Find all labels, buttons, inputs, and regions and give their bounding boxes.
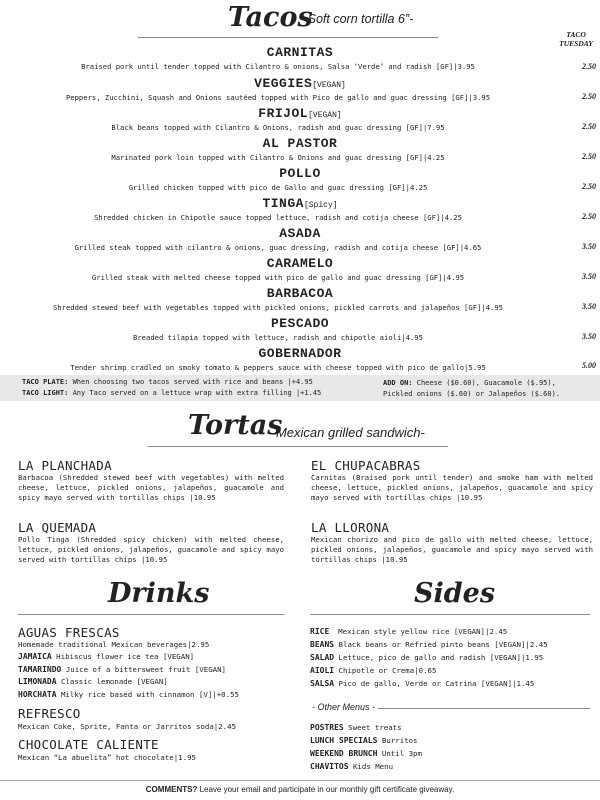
torta-desc: Barbacoa (Shredded stewed beef with vegetables) with melted cheese, lettuce, pickled onions, jalapeños, guacamole and spicy mayo served with tortillas chips |10.95 bbox=[18, 473, 284, 502]
footer-comments bbox=[0, 785, 600, 794]
aguas-desc: Homemade traditional Mexican beverages|2.95 bbox=[18, 640, 210, 649]
other-menu-desc: Until 3pm bbox=[381, 749, 422, 758]
drink-name: HORCHATA bbox=[18, 690, 57, 699]
taco-name: GOBERNADOR bbox=[258, 346, 342, 361]
drink-name: JAMAICA bbox=[18, 652, 52, 661]
drink-desc: Hibiscus flower ice tea [VEGAN] bbox=[56, 652, 195, 661]
addon-line-2: Pickled onions ($.60) or Jalapeños ($.60). bbox=[383, 390, 561, 398]
side-item bbox=[310, 666, 436, 675]
side-item bbox=[310, 640, 548, 649]
taco-light-line bbox=[22, 389, 321, 397]
taco-tuesday-price: 2.50 bbox=[582, 182, 596, 191]
tacos-divider bbox=[138, 37, 438, 38]
taco-tuesday-price: 3.50 bbox=[582, 242, 596, 251]
torta-name: LA LLORONA bbox=[311, 520, 390, 535]
taco-plate-line bbox=[22, 378, 313, 386]
taco-desc: Grilled steak topped with cilantro & onions, guac dressing, radish and cotija cheese [GF]|4.65 bbox=[74, 243, 482, 252]
taco-name: ASADA bbox=[279, 226, 321, 241]
chocolate-title: CHOCOLATE CALIENTE bbox=[18, 737, 159, 752]
taco-name: AL PASTOR bbox=[262, 136, 338, 151]
taco-tuesday-price: 2.50 bbox=[582, 122, 596, 131]
tacos-title: Tacos bbox=[228, 2, 313, 33]
other-menu-desc: Sweet treats bbox=[348, 723, 402, 732]
footer-text: Leave your email and participate in our monthly gift certificate giveaway. bbox=[197, 785, 455, 794]
taco-desc: Braised pork until tender topped with Cilantro & onions, Salsa ‘Verde’ and radish [GF]|3.95 bbox=[81, 62, 475, 71]
taco-tuesday-price: 2.50 bbox=[582, 92, 596, 101]
taco-desc: Shredded chicken in Chipotle sauce topped lettuce, radish and cotija cheese [GF]|4.25 bbox=[94, 213, 462, 222]
addon-label: ADD ON: bbox=[383, 379, 413, 387]
drink-item bbox=[18, 690, 239, 699]
other-menu-name: POSTRES bbox=[310, 723, 344, 732]
other-menu-item bbox=[310, 762, 393, 771]
side-desc: Pico de gallo, Verde or Catrina [VEGAN]|1.45 bbox=[338, 679, 535, 688]
torta-desc: Mexican chorizo and pico de gallo with melted cheese, lettuce, pickled onions, jalapeños, guacamole and spicy mayo served with tortillas chips |10.95 bbox=[311, 535, 593, 564]
drinks-divider bbox=[18, 614, 284, 615]
taco-light-text: Any Taco served on a lettuce wrap with extra filling |+1.45 bbox=[72, 389, 322, 397]
taco-plate-text: When choosing two tacos served with rice and beans |+4.95 bbox=[72, 378, 313, 386]
taco-desc: Tender shrimp cradled on smoky tomato & peppers sauce with cheese topped with pico de gallo|5.95 bbox=[70, 363, 486, 372]
taco-name: PESCADO bbox=[270, 316, 330, 331]
other-menu-name: WEEKEND BRUNCH bbox=[310, 749, 378, 758]
taco-tag: [VEGAN] bbox=[308, 111, 342, 120]
tortas-title: Tortas bbox=[188, 410, 283, 441]
tortas-subtitle: - Mexican grilled sandwich- bbox=[268, 425, 425, 440]
other-menus-divider bbox=[378, 708, 590, 709]
taco-tuesday-label-1: TACO bbox=[566, 30, 586, 39]
taco-name: CARAMELO bbox=[266, 256, 334, 271]
other-menu-desc: Burritos bbox=[381, 736, 418, 745]
taco-tuesday-price: 5.00 bbox=[582, 361, 596, 370]
taco-tag: [VEGAN] bbox=[312, 81, 346, 90]
side-desc: Chipotle or Crema|0.65 bbox=[338, 666, 437, 675]
taco-tuesday-price: 2.50 bbox=[582, 212, 596, 221]
other-menu-name: LUNCH SPECIALS bbox=[310, 736, 378, 745]
taco-desc: Black beans topped with Cilantro & Onions, radish and guac dressing [GF]|7.95 bbox=[111, 123, 445, 132]
other-menu-desc: Kids Menu bbox=[352, 762, 394, 771]
sides-title: Sides bbox=[414, 578, 496, 609]
drink-desc: Classic lemonade [VEGAN] bbox=[60, 677, 168, 686]
taco-name: FRIJOL bbox=[258, 106, 309, 121]
drink-name: TAMARINDO bbox=[18, 665, 62, 674]
addon-text-1: Cheese ($0.60), Guacamole ($.95), bbox=[416, 379, 556, 387]
other-menu-item bbox=[310, 723, 402, 732]
side-item bbox=[310, 653, 543, 662]
torta-desc: Carnitas (Braised pork until tender) and smoke ham with melted cheese, lettuce, pickled onions, jalapeños, guacamole and spicy mayo served with tortillas chips |10.95 bbox=[311, 473, 593, 502]
side-item bbox=[310, 627, 507, 636]
taco-light-label: TACO LIGHT: bbox=[22, 389, 69, 397]
side-name: SALSA bbox=[310, 679, 335, 688]
taco-desc: Peppers, Zucchini, Squash and Onions sautéed topped with Pico de gallo and guac dressing [GF]|3.95 bbox=[65, 93, 491, 102]
torta-name: LA QUEMADA bbox=[18, 520, 97, 535]
side-desc: Mexican style yellow rice [VEGAN]|2.45 bbox=[338, 627, 508, 636]
taco-desc: Shredded stewed beef with vegetables topped with pickled onions, pickled carrots and jalapeños [GF]|4.95 bbox=[52, 303, 504, 312]
other-menu-item bbox=[310, 736, 418, 745]
sides-divider bbox=[310, 614, 590, 615]
side-name: RICE bbox=[310, 627, 330, 636]
taco-tuesday-price: 3.50 bbox=[582, 272, 596, 281]
taco-name: TINGA bbox=[262, 196, 304, 211]
taco-plate-label: TACO PLATE: bbox=[22, 378, 69, 386]
drink-item bbox=[18, 652, 194, 661]
taco-name: BARBACOA bbox=[266, 286, 334, 301]
side-name: BEANS bbox=[310, 640, 335, 649]
side-desc: Black beans or Refried pinto beans [VEGAN]|2.45 bbox=[338, 640, 548, 649]
tacos-subtitle: - Soft corn tortilla 6”- bbox=[300, 12, 414, 26]
aguas-title: AGUAS FRESCAS bbox=[18, 625, 120, 640]
chocolate-desc: Mexican “La abuelita” hot chocolate|1.95 bbox=[18, 753, 196, 762]
taco-tuesday-price: 2.50 bbox=[582, 152, 596, 161]
taco-name: POLLO bbox=[279, 166, 321, 181]
other-menus-title: - Other Menus - bbox=[312, 702, 376, 712]
torta-name: LA PLANCHADA bbox=[18, 458, 112, 473]
addon-line-1 bbox=[383, 379, 556, 387]
refresco-desc: Mexican Coke, Sprite, Fanta or Jarritos soda|2.45 bbox=[18, 722, 237, 731]
drink-item bbox=[18, 677, 168, 686]
tortas-divider bbox=[148, 446, 448, 447]
taco-tuesday-price: 2.50 bbox=[582, 62, 596, 71]
drink-item bbox=[18, 665, 226, 674]
taco-desc: Grilled steak with melted cheese topped with pico de gallo and guac dressing [GF]|4.95 bbox=[91, 273, 465, 282]
refresco-title: REFRESCO bbox=[18, 706, 81, 721]
drink-name: LIMONADA bbox=[18, 677, 57, 686]
side-item bbox=[310, 679, 534, 688]
drink-desc: Juice of a bittersweet fruit [VEGAN] bbox=[65, 665, 226, 674]
taco-tuesday-price: 3.50 bbox=[582, 332, 596, 341]
taco-name: CARNITAS bbox=[266, 45, 334, 60]
side-desc: Lettuce, pico de gallo and radish [VEGAN]|1.95 bbox=[338, 653, 544, 662]
taco-tuesday-price: 3.50 bbox=[582, 302, 596, 311]
drinks-title: Drinks bbox=[108, 578, 210, 609]
drink-desc: Milky rice based with cinnamon [V]|+0.55 bbox=[60, 690, 239, 699]
taco-name: VEGGIES bbox=[254, 76, 313, 91]
other-menu-item bbox=[310, 749, 422, 758]
taco-desc: Breaded tilapia topped with lettuce, radish and chipotle aioli|4.95 bbox=[133, 333, 423, 342]
side-name: SALAD bbox=[310, 653, 335, 662]
other-menu-name: CHAVITOS bbox=[310, 762, 349, 771]
footer-divider bbox=[0, 780, 600, 781]
torta-desc: Pollo Tinga (Shredded spicy chicken) with melted cheese, lettuce, pickled onions, jalapeños, guacamole and spicy mayo served with tortillas chips |10.95 bbox=[18, 535, 284, 564]
taco-tuesday-label-2: TUESDAY bbox=[559, 39, 593, 48]
taco-desc: Grilled chicken topped with pico de Gallo and guac dressing [GF]|4.25 bbox=[128, 183, 428, 192]
taco-tag: [Spicy] bbox=[303, 201, 338, 210]
side-name: AIOLI bbox=[310, 666, 335, 675]
torta-name: EL CHUPACABRAS bbox=[311, 458, 421, 473]
taco-desc: Marinated pork loin topped with Cilantro & Onions and guac dressing [GF]|4.25 bbox=[111, 153, 445, 162]
footer-bold: COMMENTS? bbox=[145, 785, 198, 794]
